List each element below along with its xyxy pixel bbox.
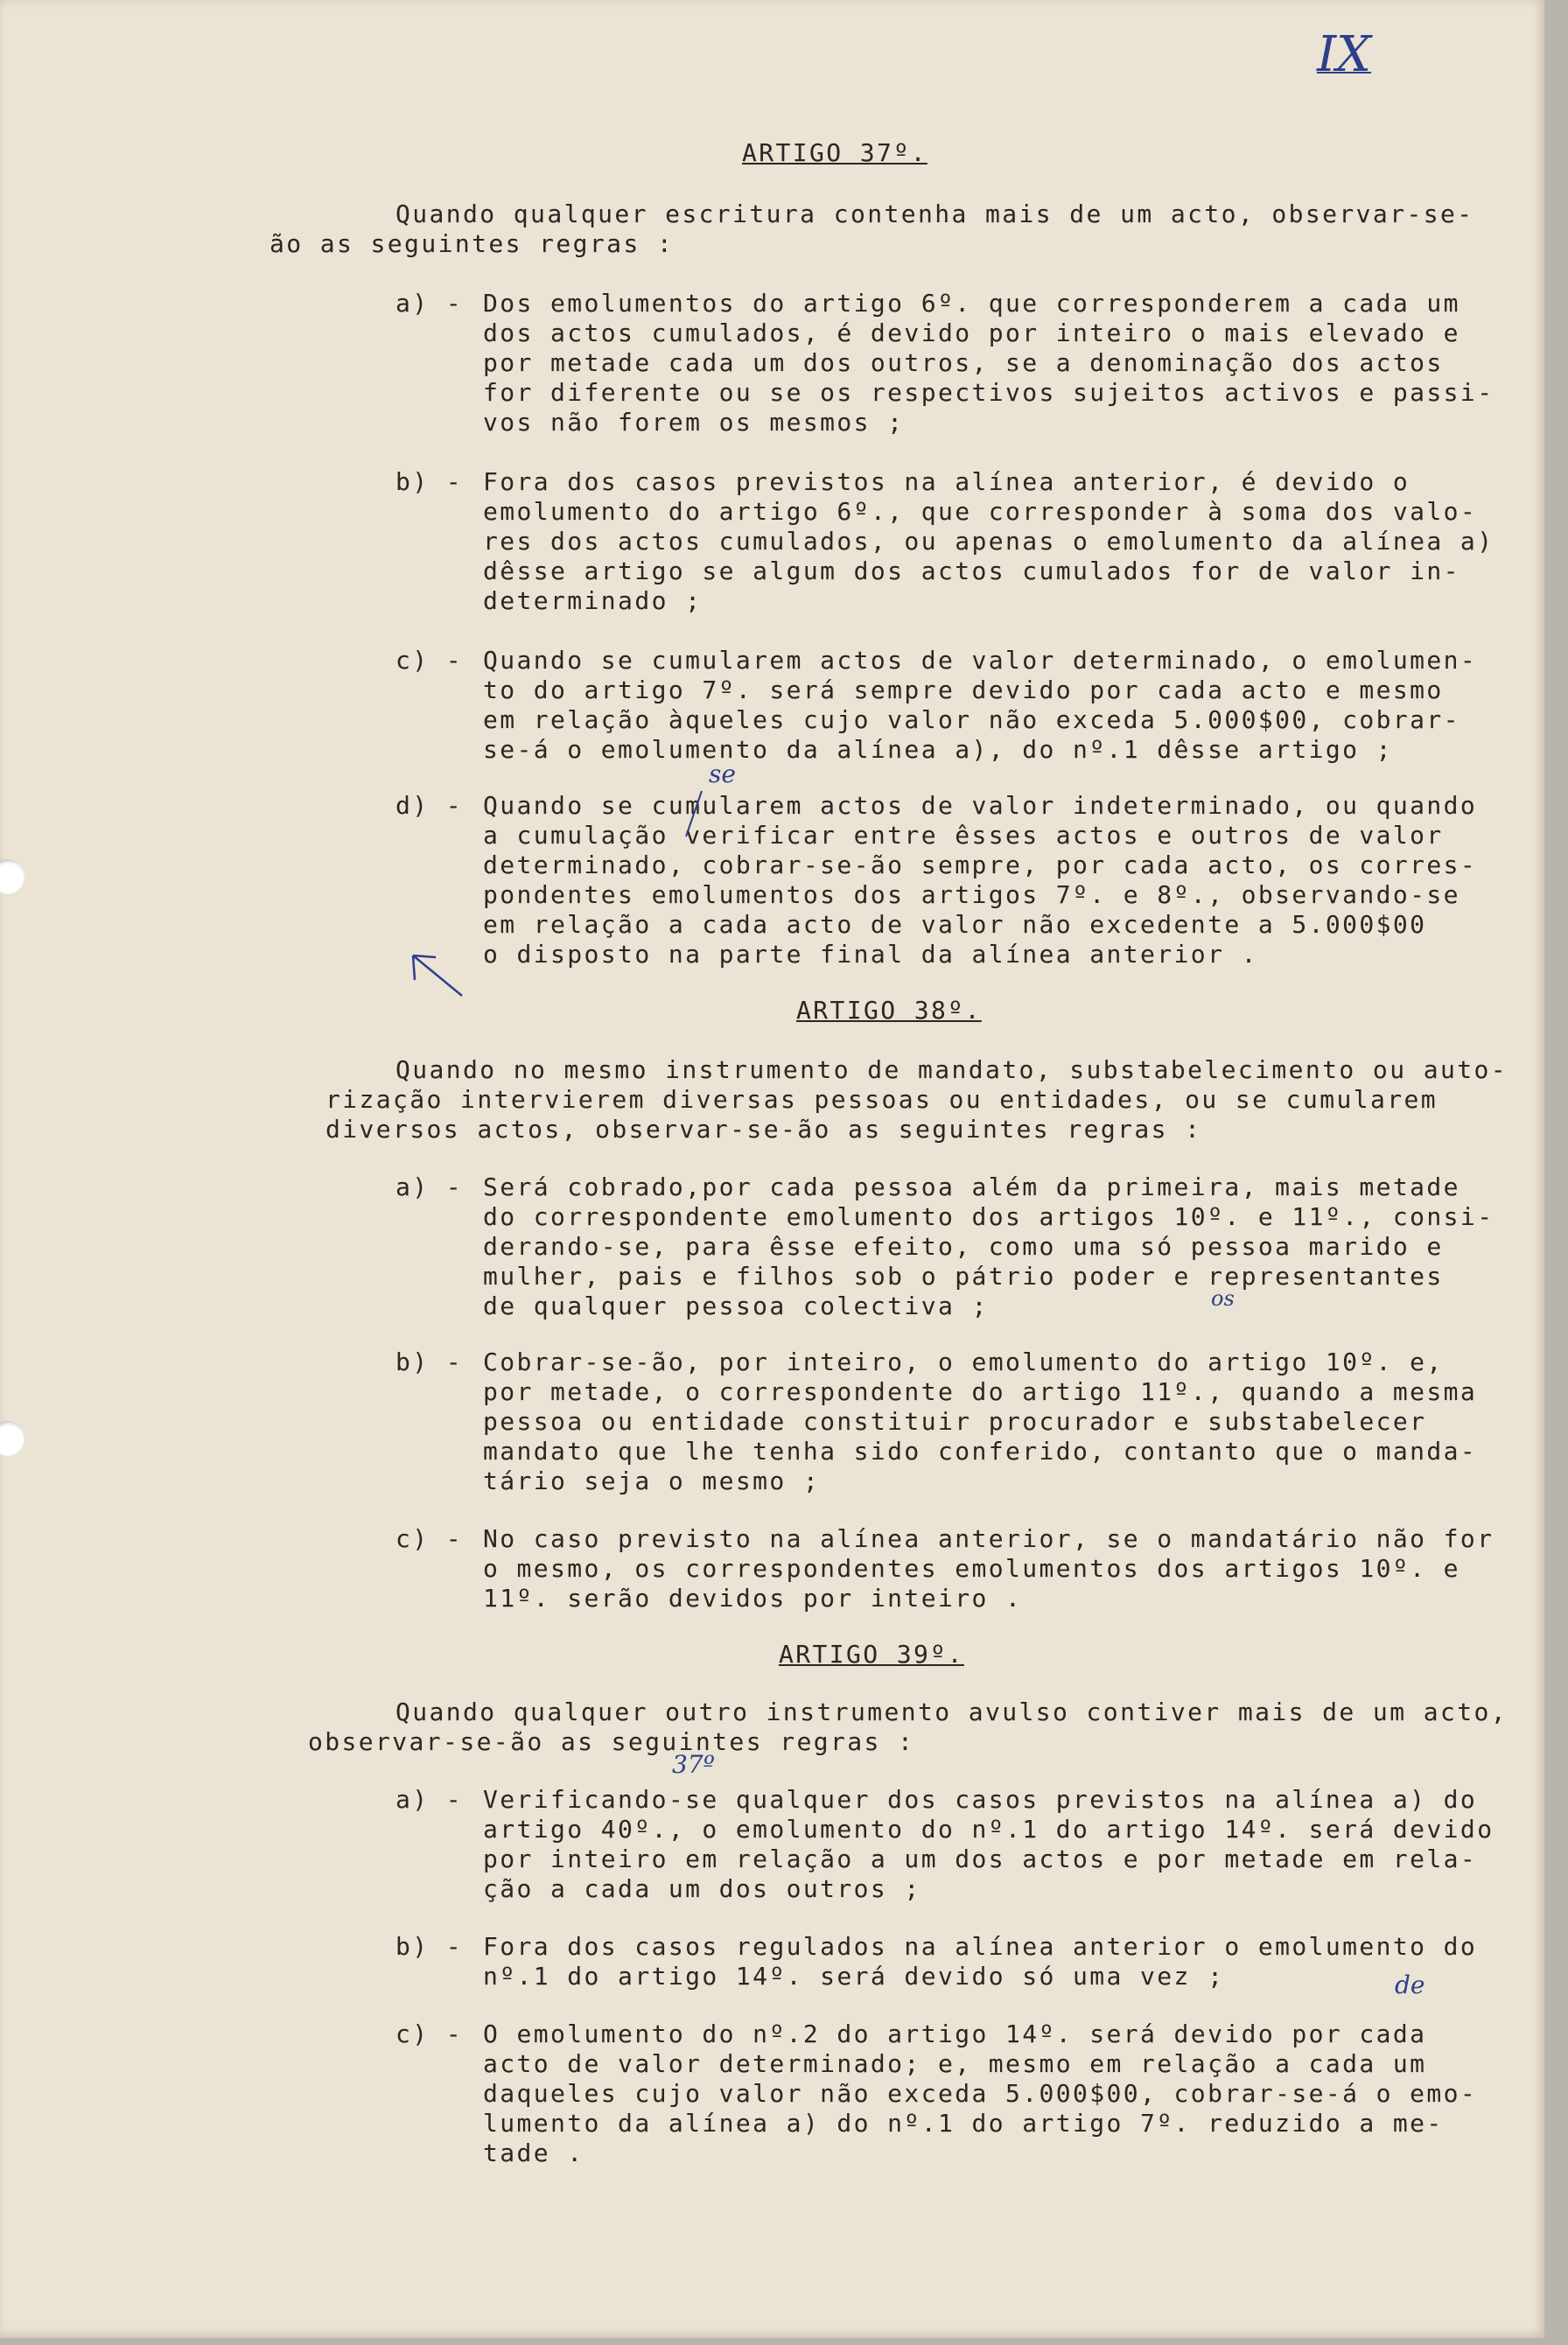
item-37c-label: c) - bbox=[396, 646, 464, 675]
item-38a-line-1: Será cobrado,por cada pessoa além da primeira, mais metade bbox=[483, 1172, 1460, 1201]
article-38-intro-line-1: Quando no mesmo instrumento de mandato, substabelecimento ou auto- bbox=[396, 1055, 1508, 1084]
item-38b-line-1: Cobrar-se-ão, por inteiro, o emolumento do artigo 10º. e, bbox=[483, 1348, 1444, 1376]
item-39c-line-1: O emolumento do nº.2 do artigo 14º. será devido por cada bbox=[483, 2020, 1427, 2048]
article-39-intro-line-1: Quando qualquer outro instrumento avulso contiver mais de um acto, bbox=[396, 1698, 1508, 1726]
article-37-intro-line-1: Quando qualquer escritura contenha mais de um acto, observar-se- bbox=[396, 200, 1474, 228]
article-39-heading: ARTIGO 39º. bbox=[779, 1640, 964, 1669]
article-37-heading: ARTIGO 37º. bbox=[742, 138, 928, 167]
item-39a-line-3: por inteiro em relação a um dos actos e por metade em rela- bbox=[483, 1844, 1478, 1873]
item-37a-line-3: por metade cada um dos outros, se a denominação dos actos bbox=[483, 348, 1444, 377]
item-38c-line-2: o mesmo, os correspondentes emolumentos dos artigos 10º. e bbox=[483, 1554, 1460, 1583]
item-38b-label: b) - bbox=[396, 1348, 464, 1376]
item-38c-line-1: No caso previsto na alínea anterior, se o mandatário não for bbox=[483, 1524, 1494, 1553]
item-38a-label: a) - bbox=[396, 1172, 464, 1201]
item-38a-line-2: do correspondente emolumento dos artigos 10º. e 11º., consi- bbox=[483, 1202, 1494, 1231]
item-38a-line-3: derando-se, para êsse efeito, como uma só pessoa marido e bbox=[483, 1232, 1444, 1261]
punch-hole-bottom bbox=[0, 1421, 24, 1456]
item-39a-label: a) - bbox=[396, 1785, 464, 1814]
item-37a-label: a) - bbox=[396, 289, 464, 318]
article-39-intro-line-2: observar-se-ão as seguintes regras : bbox=[308, 1727, 915, 1756]
item-37d-line-1: Quando se cumularem actos de valor indeterminado, ou quando bbox=[483, 791, 1478, 820]
item-39b-label: b) - bbox=[396, 1932, 464, 1961]
item-37a-line-2: dos actos cumulados, é devido por inteiro o mais elevado e bbox=[483, 318, 1460, 347]
item-39c-line-5: tade . bbox=[483, 2138, 584, 2167]
item-38c-line-3: 11º. serão devidos por inteiro . bbox=[483, 1584, 1023, 1613]
article-37-intro-line-2: ão as seguintes regras : bbox=[270, 229, 675, 258]
item-37c-line-3: em relação àqueles cujo valor não exceda 5.000$00, cobrar- bbox=[483, 705, 1460, 734]
item-39a-line-2: artigo 40º., o emolumento do nº.1 do artigo 14º. será devido bbox=[483, 1815, 1494, 1844]
item-39c-label: c) - bbox=[396, 2020, 464, 2048]
item-37c-line-1: Quando se cumularem actos de valor determinado, o emolumen- bbox=[483, 646, 1478, 675]
item-37c-line-2: to do artigo 7º. será sempre devido por cada acto e mesmo bbox=[483, 676, 1444, 704]
item-37b-line-3: res dos actos cumulados, ou apenas o emolumento da alínea a) bbox=[483, 527, 1494, 556]
item-37b-line-1: Fora dos casos previstos na alínea anterior, é devido o bbox=[483, 467, 1410, 496]
item-38b-line-4: mandato que lhe tenha sido conferido, contanto que o manda- bbox=[483, 1437, 1478, 1466]
annotation-ref-37: 37º bbox=[672, 1750, 715, 1779]
item-37a-line-5: vos não forem os mesmos ; bbox=[483, 408, 905, 437]
item-37d-line-5: em relação a cada acto de valor não excedente a 5.000$00 bbox=[483, 910, 1427, 939]
article-38-intro-line-2: rização intervierem diversas pessoas ou entidades, ou se cumularem bbox=[326, 1085, 1438, 1114]
item-39c-line-3: daqueles cujo valor não exceda 5.000$00, cobrar-se-á o emo- bbox=[483, 2079, 1478, 2108]
annotation-plural-mark: os bbox=[1211, 1286, 1235, 1311]
article-38-heading: ARTIGO 38º. bbox=[796, 996, 982, 1025]
item-38b-line-2: por metade, o correspondente do artigo 11º., quando a mesma bbox=[483, 1377, 1478, 1406]
item-39a-line-1: Verificando-se qualquer dos casos previstos na alínea a) do bbox=[483, 1785, 1478, 1814]
item-37d-line-6: o disposto na parte final da alínea anterior . bbox=[483, 940, 1258, 969]
item-39b-line-2: nº.1 do artigo 14º. será devido só uma vez ; bbox=[483, 1962, 1225, 1991]
article-38-intro-line-3: diversos actos, observar-se-ão as seguintes regras : bbox=[326, 1115, 1202, 1144]
item-37a-line-4: for diferente ou se os respectivos sujeitos activos e passi- bbox=[483, 378, 1494, 407]
item-37c-line-4: se-á o emolumento da alínea a), do nº.1 dêsse artigo ; bbox=[483, 735, 1393, 764]
item-39c-line-2: acto de valor determinado; e, mesmo em relação a cada um bbox=[483, 2049, 1427, 2078]
annotation-se-insert: se bbox=[709, 760, 736, 788]
item-37b-line-4: dêsse artigo se algum dos actos cumulados for de valor in- bbox=[483, 556, 1460, 585]
page-number: IX bbox=[1317, 26, 1371, 83]
item-37d-line-4: pondentes emolumentos dos artigos 7º. e 8º., observando-se bbox=[483, 880, 1460, 909]
punch-hole-top bbox=[0, 859, 24, 894]
annotation-de-insert: de bbox=[1395, 1970, 1425, 1999]
annotation-caret-mark bbox=[674, 788, 709, 840]
annotation-arrow-icon bbox=[408, 950, 469, 1003]
item-39b-line-1: Fora dos casos regulados na alínea anterior o emolumento do bbox=[483, 1932, 1478, 1961]
item-38c-label: c) - bbox=[396, 1524, 464, 1553]
item-38b-line-3: pessoa ou entidade constituir procurador e substabelecer bbox=[483, 1407, 1427, 1436]
item-38b-line-5: tário seja o mesmo ; bbox=[483, 1466, 821, 1495]
item-37d-line-2: a cumulação verificar entre êsses actos e outros de valor bbox=[483, 821, 1444, 850]
item-37d-label: d) - bbox=[396, 791, 464, 820]
item-38a-line-4: mulher, pais e filhos sob o pátrio poder e representantes bbox=[483, 1262, 1444, 1291]
item-37b-label: b) - bbox=[396, 467, 464, 496]
item-37a-line-1: Dos emolumentos do artigo 6º. que corresponderem a cada um bbox=[483, 289, 1460, 318]
item-37b-line-2: emolumento do artigo 6º., que corresponder à soma dos valo- bbox=[483, 497, 1478, 526]
item-39c-line-4: lumento da alínea a) do nº.1 do artigo 7º. reduzido a me- bbox=[483, 2109, 1444, 2138]
item-37d-line-3: determinado, cobrar-se-ão sempre, por cada acto, os corres- bbox=[483, 850, 1478, 879]
item-37b-line-5: determinado ; bbox=[483, 586, 703, 615]
item-39a-line-4: ção a cada um dos outros ; bbox=[483, 1874, 921, 1903]
item-38a-line-5: de qualquer pessoa colectiva ; bbox=[483, 1292, 989, 1320]
